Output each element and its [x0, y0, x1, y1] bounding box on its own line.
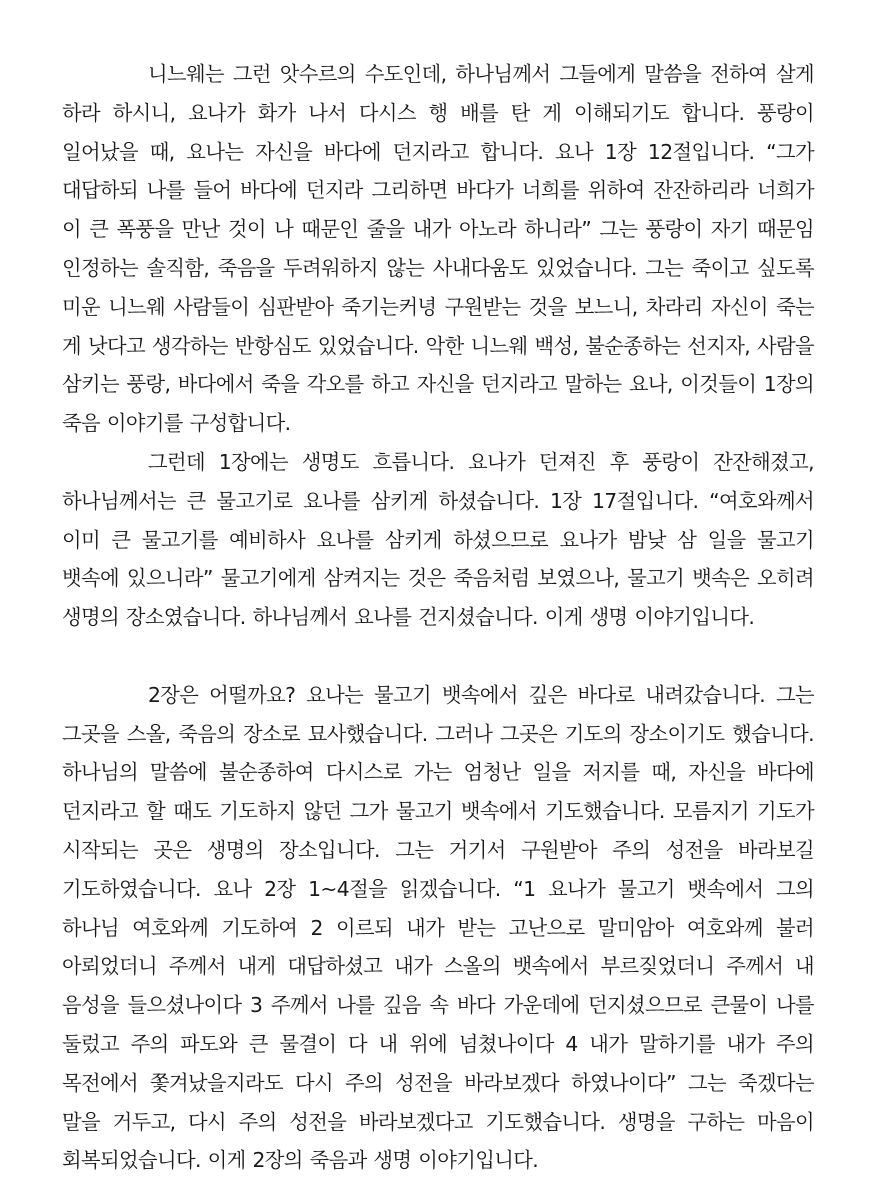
document-body — [62, 55, 814, 1180]
paragraph-spacer — [62, 637, 814, 676]
paragraph-chapter1-death: 니느웨는 그런 앗수르의 수도인데, 하나님께서 그들에게 말씀을 전하여 살게 하라 하시니, 요나가 화가 나서 다시스 행 배를 탄 게 이해되기도 합니다. 풍랑이 일어났을 때, 요나는 자신을 바다에 던지라고 합니다. 요나 1장 12절입니다. “그가 대답하되 나를 들어 바다에 던지라 그리하면 바다가 너희를 위하여 잔잔하리라 너희가 이 큰 폭풍을 만난 것이 나 때문인 줄을 내가 아노라 하니라” 그는 풍랑이 자기 때문임 인정하는 솔직함, 죽음을 두려워하지 않는 사내다움도 있었습니다. 그는 죽이고 싶도록 미운 니느웨 사람들이 심판받아 죽기는커녕 구원받는 것을 보느니, 차라리 자신이 죽는 게 낫다고 생각하는 반항심도 있었습니다. 악한 니느웨 백성, 불순종하는 선지자, 사람을 삼키는 풍랑, 바다에서 죽을 각오를 하고 자신을 던지라고 말하는 요나, 이것들이 1장의 죽음 이야기를 구성합니다. — [62, 62, 814, 436]
paragraph-chapter1-life: 그런데 1장에는 생명도 흐릅니다. 요나가 던져진 후 풍랑이 잔잔해졌고, 하나님께서는 큰 물고기로 요나를 삼키게 하셨습니다. 1장 17절입니다. “여호와께서 이미 큰 물고기를 예비하사 요나를 삼키게 하셨으므로 요나가 밤낮 삼 일을 물고기 뱃속에 있으니라” 물고기에게 삼켜지는 것은 죽음처럼 보였으나, 물고기 뱃속은 오히려 생명의 장소였습니다. 하나님께서 요나를 건지셨습니다. 이게 생명 이야기입니다. — [62, 449, 814, 630]
paragraph-chapter2: 2장은 어떨까요? 요나는 물고기 뱃속에서 깊은 바다로 내려갔습니다. 그는 그곳을 스올, 죽음의 장소로 묘사했습니다. 그러나 그곳은 기도의 장소이기도 했습니다. 하나님의 말씀에 불순종하여 다시스로 가는 엄청난 일을 저지를 때, 자신을 바다에 던지라고 할 때도 기도하지 않던 그가 물고기 뱃속에서 기도했습니다. 모름지기 기도가 시작되는 곳은 생명의 장소입니다. 그는 거기서 구원받아 주의 성전을 바라보길 기도하였습니다. 요나 2장 1~4절을 읽겠습니다. “1 요나가 물고기 뱃속에서 그의 하나님 여호와께 기도하여 2 이르되 내가 받는 고난으로 말미암아 여호와께 불러 아뢰었더니 주께서 내게 대답하셨고 내가 스올의 뱃속에서 부르짖었더니 주께서 내 음성을 들으셨나이다 3 주께서 나를 깊음 속 바다 가운데에 던지셨으므로 큰물이 나를 둘렀고 주의 파도와 큰 물결이 다 내 위에 넘쳤나이다 4 내가 말하기를 내가 주의 목전에서 쫓겨났을지라도 다시 주의 성전을 바라보겠다 하였나이다” 그는 죽겠다는 말을 거두고, 다시 주의 성전을 바라보겠다고 기도했습니다. 생명을 구하는 마음이 회복되었습니다. 이게 2장의 죽음과 생명 이야기입니다. — [62, 682, 814, 1173]
